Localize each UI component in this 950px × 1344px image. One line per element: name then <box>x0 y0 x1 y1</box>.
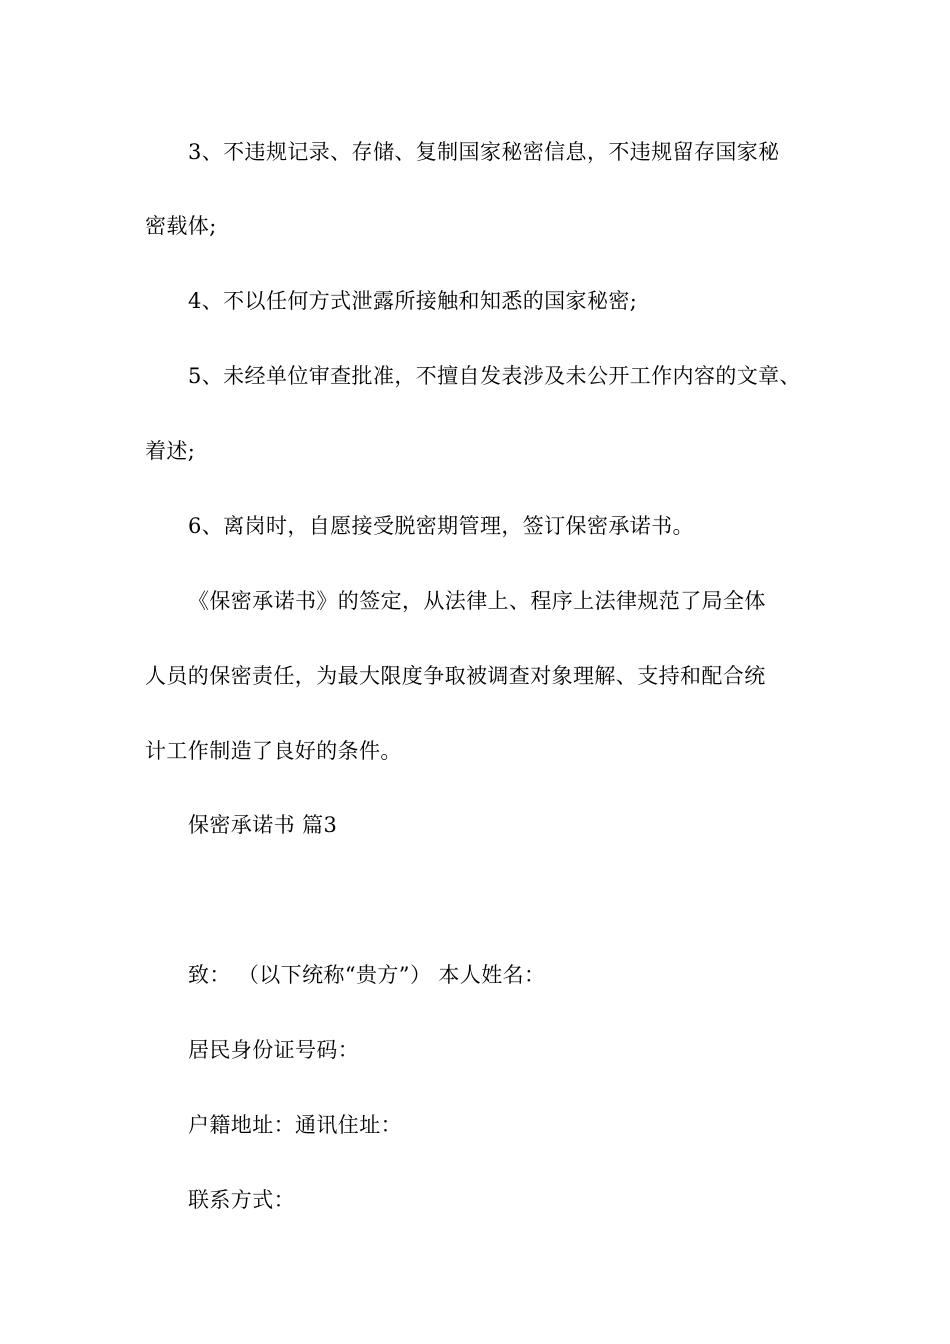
paragraph-item-5-line-2: 着述; <box>145 439 196 463</box>
paragraph-item-5-line-1: 5、未经单位审查批准，不擅自发表涉及未公开工作内容的文章、 <box>188 364 801 388</box>
section-heading: 保密承诺书 篇3 <box>188 813 338 837</box>
id-number-field-label: 居民身份证号码： <box>188 1038 360 1062</box>
paragraph-item-4: 4、不以任何方式泄露所接触和知悉的国家秘密; <box>188 289 638 313</box>
paragraph-summary-line-1: 《保密承诺书》的签定，从法律上、程序上法律规范了局全体 <box>188 589 766 613</box>
paragraph-summary-line-3: 计工作制造了良好的条件。 <box>145 739 402 763</box>
paragraph-item-3-line-1: 3、不违规记录、存储、复制国家秘密信息，不违规留存国家秘 <box>188 140 780 164</box>
addressee-line: 致： （以下统称“贵方”） 本人姓名： <box>188 963 546 987</box>
address-field-label: 户籍地址：通讯住址： <box>188 1113 402 1137</box>
paragraph-summary-line-2: 人员的保密责任，为最大限度争取被调查对象理解、支持和配合统 <box>145 664 766 688</box>
paragraph-item-6: 6、离岗时，自愿接受脱密期管理，签订保密承诺书。 <box>188 514 694 538</box>
contact-field-label: 联系方式： <box>188 1188 295 1212</box>
paragraph-item-3-line-2: 密载体; <box>145 214 217 238</box>
